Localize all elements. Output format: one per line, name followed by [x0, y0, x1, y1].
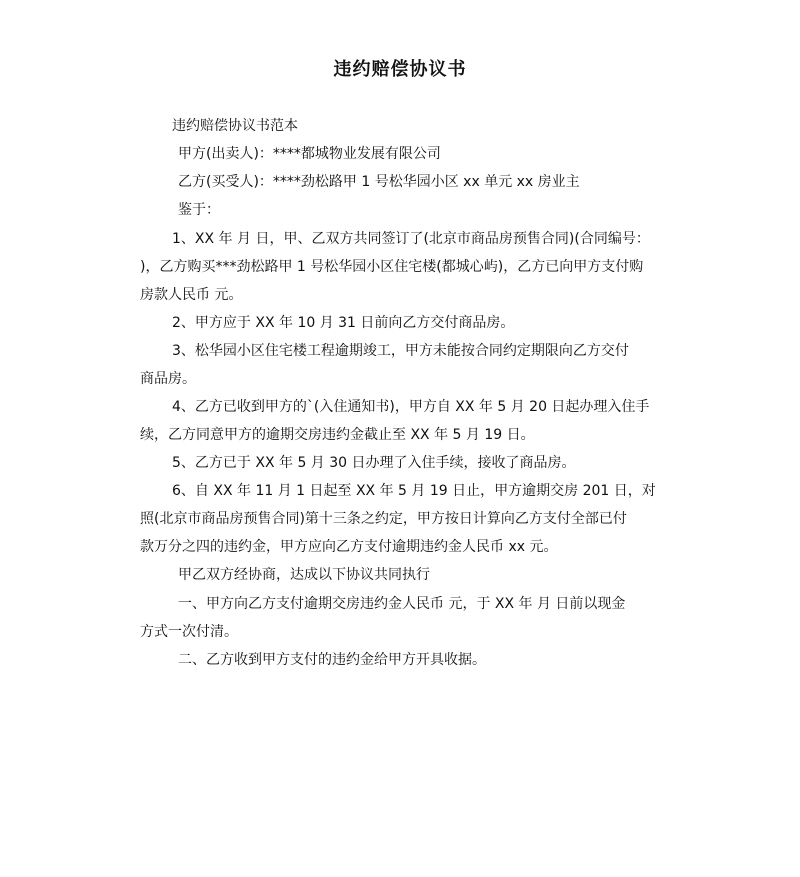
clause1-line1: 一、甲方向乙方支付逾期交房违约金人民币 元，于 XX 年 月 日前以现金 [178, 596, 626, 612]
clause2-line1: 二、乙方收到甲方支付的违约金给甲方开具收据。 [178, 652, 486, 668]
item1-line3: 房款人民币 元。 [140, 287, 243, 303]
whereas-heading: 鉴于： [178, 202, 220, 218]
item1-line2: )，乙方购买***劲松路甲 1 号松华园小区住宅楼(都城心屿)，乙方已向甲方支付购 [140, 259, 644, 275]
item3-line1: 3、松华园小区住宅楼工程逾期竣工，甲方未能按合同约定期限向乙方交付 [172, 343, 629, 359]
item4-line1: 4、乙方已收到甲方的`(入住通知书)，甲方自 XX 年 5 月 20 日起办理入住手 [172, 399, 650, 415]
item1-line1: 1、XX 年 月 日，甲、乙双方共同签订了(北京市商品房预售合同)(合同编号： [172, 231, 650, 247]
item6-line2: 照(北京市商品房预售合同)第十三条之约定，甲方按日计算向乙方支付全部已付 [140, 511, 627, 527]
item6-line3: 款万分之四的违约金，甲方应向乙方支付逾期违约金人民币 xx 元。 [140, 539, 558, 555]
party-a-line: 甲方(出卖人)：****都城物业发展有限公司 [178, 146, 441, 162]
item3-line2: 商品房。 [140, 371, 196, 387]
item6-line1: 6、自 XX 年 11 月 1 日起至 XX 年 5 月 19 日止，甲方逾期交房 201 日，对 [172, 483, 656, 499]
item4-line2: 续，乙方同意甲方的逾期交房违约金截止至 XX 年 5 月 19 日。 [140, 427, 535, 443]
clause1-line2: 方式一次付清。 [140, 624, 238, 640]
document-title: 违约赔偿协议书 [333, 59, 467, 80]
item5-line1: 5、乙方已于 XX 年 5 月 30 日办理了入住手续，接收了商品房。 [172, 455, 576, 471]
document-subtitle: 违约赔偿协议书范本 [172, 118, 298, 134]
agreement-intro: 甲乙双方经协商，达成以下协议共同执行 [178, 567, 430, 583]
item2-line1: 2、甲方应于 XX 年 10 月 31 日前向乙方交付商品房。 [172, 315, 515, 331]
party-b-line: 乙方(买受人)：****劲松路甲 1 号松华园小区 xx 单元 xx 房业主 [178, 174, 580, 190]
